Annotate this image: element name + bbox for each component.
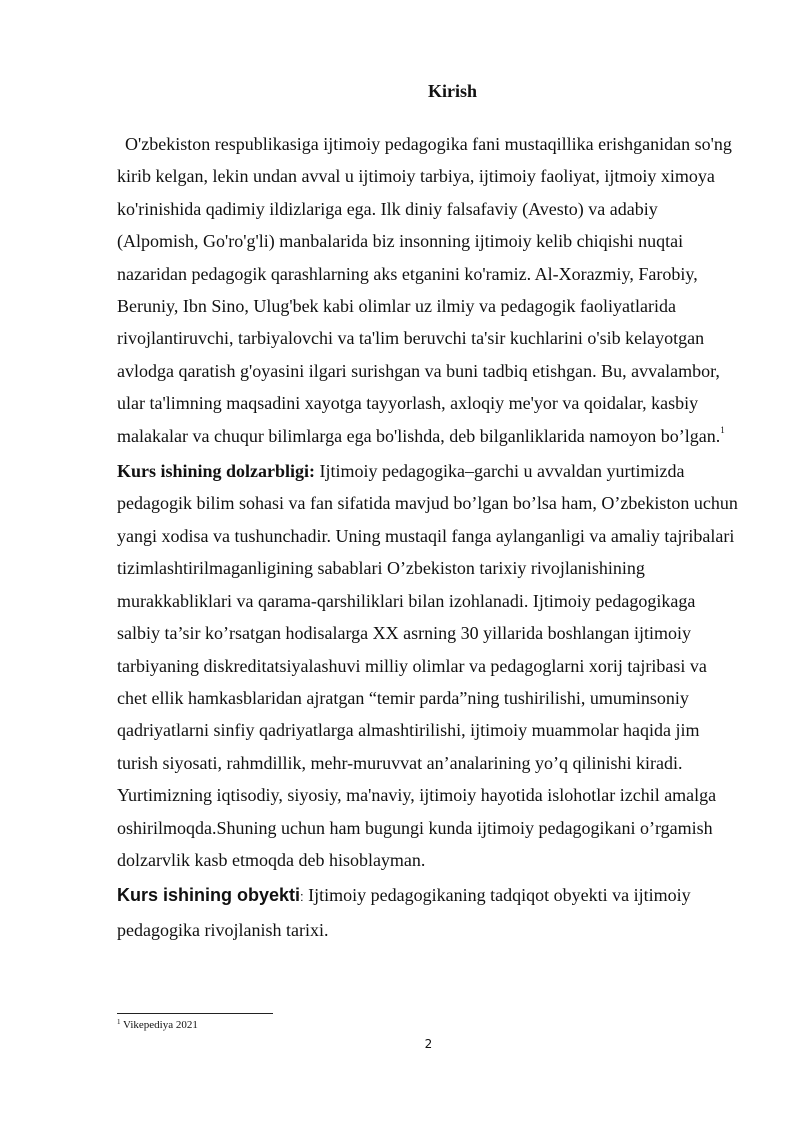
object-text: Ijtimoiy pedagogikaning tadqiqot obyekti va ijtimoiy pedagogika rivojlanish tarixi. [117,885,691,940]
relevance-label: Kurs ishining dolzarbligi: [117,461,316,482]
relevance-paragraph [117,455,739,779]
intro-paragraph [117,128,739,452]
page-number: 2 [424,1037,433,1051]
object-label: Kurs ishining obyekti [117,885,301,906]
footnote-reference[interactable]: 1 [720,424,725,435]
footnote-marker: 1 [117,1018,121,1026]
body-text [117,128,739,946]
section-heading: Kirish [427,81,477,101]
reform-paragraph: Yurtimizning iqtisodiy, siyosiy, ma'naviy, ijtimoiy hayotida islohotlar izchil amalga oshirilmoqda.Shuning uchun ham bugungi kunda ijtimoiy pedagogikani o’rgamish dolzarvlik kasb etmoqda deb hisoblayman. [117,785,717,870]
object-colon: : [300,889,304,905]
footnote-separator [117,1013,273,1014]
footnote-text: Vikepediya 2021 [120,1019,198,1031]
relevance-text: Ijtimoiy pedagogika–garchi u avvaldan yurtimizda pedagogik bilim sohasi va fan sifatida mavjud bo’lgan bo’lsa ham, O’zbekiston uchun yangi xodisa va tushunchadir. Uning mustaqil fanga aylanganligi va amaliy tajribalari tizimlashtirilmaganligining sabablari O’zbekiston tarixiy rivojlanishining murakkabliklari va qarama-qarshiliklari bilan izohlanadi. Ijtimoiy pedagogikaga salbiy ta’sir ko’rsatgan hodisalarga XX asrning 30 yillarida boshlangan ijtimoiy tarbiyaning diskreditatsiyalashuvi milliy olimlar va pedagoglarni xorij tajribasi va chet ellik hamkasblaridan ajratgan “temir parda”ning tushirilishi, umuminsoniy qadriyatlarni sinfiy qadriyatlarga almashtirilishi, ijtimoiy muammolar haqida jim turish siyosati, rahmdillik, mehr-muruvvat an’analarining yo’q qilinishi kiradi. [117,461,738,773]
intro-text: O'zbekiston respublikasiga ijtimoiy pedagogika fani mustaqillika erishganidan so'ng kirib kelgan, lekin undan avval u ijtimoiy tarbiya, ijtimoiy faoliyat, ijtmoiy ximoya ko'rinishida qadimiy ildizlariga ega. Ilk diniy falsafaviy (Avesto) va adabiy (Alpomish, Go'ro'g'li) manbalarida biz insonning ijtimoiy kelib chiqishi nuqtai nazaridan pedagogik qarashlarning aks etganini ko'ramiz. Al-Xorazmiy, Farobiy, Beruniy, Ibn Sino, Ulug'bek kabi olimlar uz ilmiy va pedagogik faoliyatlarida rivojlantiruvchi, tarbiyalovchi va ta'lim beruvchi ta'sir kuchlarini o'sib kelayotgan avlodga qaratish g'oyasini ilgari surishgan va buni tadbiq etishgan. Bu, avvalambor, ular ta'limning maqsadini xayotga tayyorlash, axloqiy me'yor va qoidalar, kasbiy malakalar va chuqur bilimlarga ega bo'lishda, deb bilganliklarida namoyon bo’lgan. [117,134,732,446]
footnote [117,1018,198,1032]
object-paragraph [117,879,739,946]
